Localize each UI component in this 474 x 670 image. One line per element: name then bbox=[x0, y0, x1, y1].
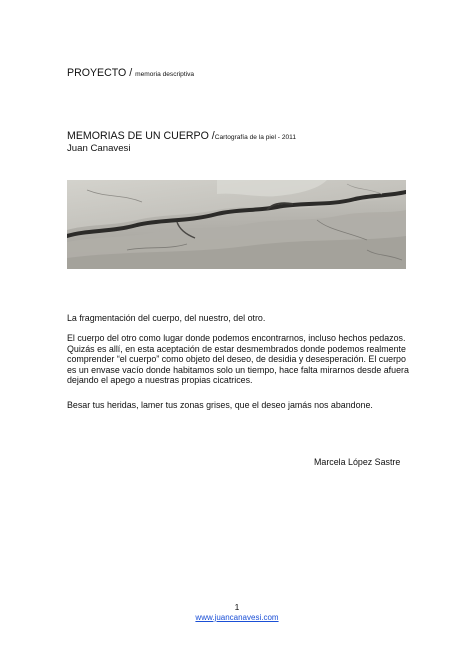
work-title-main: MEMORIAS DE UN CUERPO / bbox=[67, 130, 215, 142]
project-heading bbox=[67, 68, 194, 79]
work-title bbox=[67, 131, 296, 142]
body-paragraph-2: El cuerpo del otro como lugar donde podemos encontrarnos, incluso hechos pedazos. Quizás es allí, en esta aceptación de estar desmembrados donde podemos realmente comprender “el cuerpo” como objeto del deseo, de desidia y desesperación. El cuerpo es un envase vacío donde habitamos solo un tiempo, hace falta mirarnos desde afuera dejando el apego a nuestras propias cicatrices. bbox=[67, 333, 409, 386]
project-heading-main: PROYECTO / bbox=[67, 67, 136, 79]
author-name: Juan Canavesi bbox=[67, 143, 131, 154]
project-heading-sub: memoria descriptiva bbox=[135, 71, 195, 78]
body-paragraph-1: La fragmentación del cuerpo, del nuestro, del otro. bbox=[67, 313, 266, 323]
website-link[interactable]: www.juancanavesi.com bbox=[195, 613, 279, 622]
work-title-sub: Cartografía de la piel - 2011 bbox=[214, 134, 296, 141]
signature-name: Marcela López Sastre bbox=[314, 457, 401, 467]
cracked-surface-photo bbox=[67, 180, 406, 269]
page-number: 1 bbox=[234, 602, 240, 612]
body-paragraph-3: Besar tus heridas, lamer tus zonas grises, que el deseo jamás nos abandone. bbox=[67, 400, 373, 410]
